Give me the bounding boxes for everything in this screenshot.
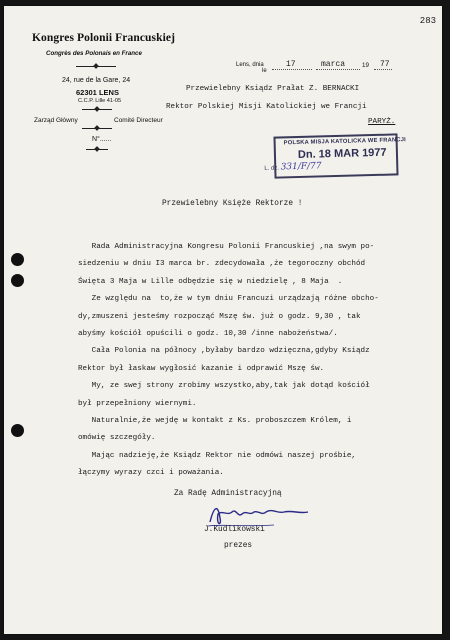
signatory-name: J.Kudlikowski: [204, 526, 265, 534]
body-line: omówię szczegóły.: [78, 434, 156, 443]
body-line: My, ze swej strony zrobimy wszystko,aby,tak jak dotąd kościół: [78, 382, 370, 391]
signatory-role: prezes: [224, 542, 253, 550]
reference-number: N°......: [92, 136, 112, 143]
letterhead-city: 62301 LENS: [76, 88, 119, 97]
letterhead-comite: Comité Directeur: [114, 117, 163, 124]
body-line: Cała Polonia na północy ,byłaby bardzo wdzięczna,gdyby Ksiądz: [78, 347, 370, 356]
letterhead-address: 24, rue de la Gare, 24: [62, 77, 131, 84]
body-line: Rektor był łaskaw wygłosić kazanie i odprawić Mszę św.: [78, 364, 325, 373]
body-line: Ze względu na to,że w tym dniu Francuzi urządzają różne obcho-: [78, 295, 379, 304]
date-dots: [374, 69, 392, 70]
binder-hole: [11, 274, 24, 287]
date-dots: [272, 69, 312, 70]
date-day: 17: [286, 60, 296, 69]
letterhead-ornament: [94, 125, 100, 131]
stamp-date: Dn. 18 MAR 1977: [297, 146, 387, 161]
stamp-handwritten-number: 331/F/77: [280, 161, 322, 173]
letterhead-zarzad: Zarząd Główny: [34, 117, 78, 124]
binder-hole: [11, 424, 24, 437]
stamp-line-3: L. dz. 331/F/77: [264, 161, 322, 173]
letterhead-ccp: C.C.P. Lille 41-05: [78, 98, 122, 104]
page-number: 283: [419, 16, 436, 26]
date-dots: [316, 69, 360, 70]
body-line: Naturalnie,że wejdę w kontakt z Ks. proboszczem Królem, i: [78, 417, 352, 426]
date-year-prefix: 19: [362, 62, 369, 69]
addressee-line-1: Przewielebny Ksiądz Prałat Z. BERNACKI: [186, 85, 360, 93]
body-line: Mając nadzieję,że Ksiądz Rektor nie odmówi naszej prośbie,: [78, 451, 356, 460]
body-line: Rada Administracyjna Kongresu Polonii Francuskiej ,na swym po-: [78, 243, 375, 251]
salutation: Przewielebny Księże Rektorze !: [162, 200, 303, 208]
body-line: Święta 3 Maja w Lille odbędzie się w niedzielę , 8 Maja .: [78, 277, 343, 286]
registry-stamp: [264, 133, 407, 178]
body-line: siedzeniu w dniu I3 marca br. zdecydowała ,że tegoroczny obchód: [78, 260, 366, 269]
letterhead-subtitle: Congrès des Polonais en France: [46, 50, 142, 57]
stamp-line-1: POLSKA MISJA KATOLICKA WE FRANCJI: [283, 137, 407, 147]
letter-page: [4, 6, 442, 634]
body-line: dy,zmuszeni jesteśmy rozpocząć Mszę św. już o godz. 9,30 , tak: [78, 312, 361, 321]
body-line: abyśmy kościół opuścili o godz. 10,30 /inne nabożeństwa/.: [78, 330, 338, 339]
letterhead-ornament: [94, 106, 100, 112]
addressee-line-2: Rektor Polskiej Misji Katolickiej we Francji: [166, 103, 367, 111]
closing-line: Za Radę Administracyjną: [174, 490, 282, 498]
date-label: Lens, dnia le: [236, 62, 267, 74]
letterhead-ornament: [93, 63, 99, 69]
date-year-suffix: 77: [380, 60, 390, 69]
letter-body: [78, 239, 434, 483]
body-line: łączymy wyrazy czci i poważania.: [78, 469, 224, 478]
letterhead-ornament: [94, 146, 100, 152]
binder-hole: [11, 253, 24, 266]
letterhead-title: Kongres Polonii Francuskiej: [32, 32, 176, 44]
body-line: był przepełniony wiernymi.: [78, 399, 197, 408]
addressee-line-3: PARYŻ.: [368, 118, 396, 126]
date-month: marca: [321, 60, 346, 69]
